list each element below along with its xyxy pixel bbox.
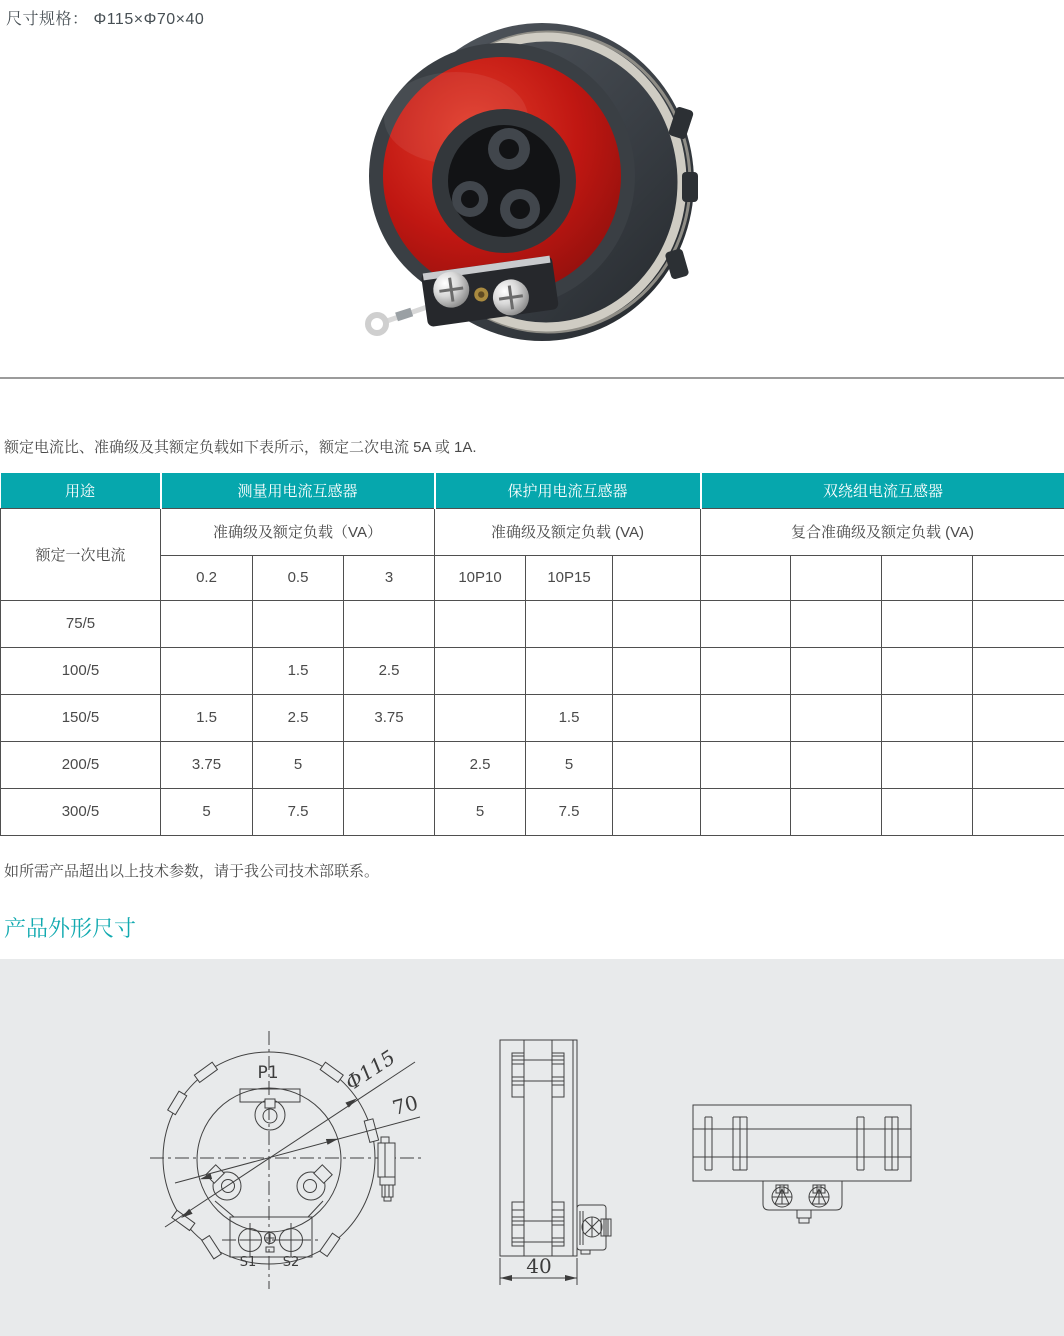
burden-cell xyxy=(882,788,973,835)
front-view-drawing xyxy=(150,1031,425,1289)
burden-cell xyxy=(791,741,882,788)
burden-cell xyxy=(613,647,701,694)
burden-cell xyxy=(701,741,791,788)
front-right-clip xyxy=(297,1165,332,1217)
header-protection-ct: 保护用电流互感器 xyxy=(435,473,701,508)
side-terminal-block xyxy=(577,1205,611,1254)
outer-diameter-label: Φ115 xyxy=(340,1045,400,1096)
contact-note-text: 如所需产品超出以上技术参数，请于我公司技术部联系。 xyxy=(4,863,380,880)
inner-diameter-label: 70 xyxy=(389,1090,421,1121)
burden-cell xyxy=(882,741,973,788)
thickness-label: 40 xyxy=(526,1254,552,1278)
header-measuring-ct: 测量用电流互感器 xyxy=(161,473,435,508)
product-photo-image xyxy=(352,12,712,364)
accuracy-class-cell xyxy=(791,555,882,600)
burden-cell xyxy=(613,600,701,647)
burden-cell xyxy=(435,600,526,647)
burden-cell: 3.75 xyxy=(344,694,435,741)
burden-cell xyxy=(613,741,701,788)
primary-current-cell: 300/5 xyxy=(1,788,161,835)
accuracy-class-cell: 10P10 xyxy=(435,555,526,600)
burden-cell xyxy=(161,600,253,647)
top-terminal-block xyxy=(763,1181,842,1223)
burden-cell xyxy=(701,647,791,694)
top-left-straps xyxy=(705,1117,747,1170)
burden-cell xyxy=(973,694,1064,741)
burden-cell: 2.5 xyxy=(435,741,526,788)
table-header-row xyxy=(1,473,1064,508)
header-dual-winding-ct: 双绕组电流互感器 xyxy=(701,473,1064,508)
ratings-table xyxy=(0,473,1064,836)
accuracy-class-cell: 0.2 xyxy=(161,555,253,600)
burden-cell: 3.75 xyxy=(161,741,253,788)
burden-cell: 2.5 xyxy=(253,694,344,741)
section-divider xyxy=(0,377,1064,379)
burden-cell xyxy=(344,600,435,647)
subheader-rated-primary-current: 额定一次电流 xyxy=(1,508,161,600)
burden-cell xyxy=(791,647,882,694)
table-subheader-row xyxy=(1,508,1064,555)
burden-cell xyxy=(973,647,1064,694)
burden-cell xyxy=(791,694,882,741)
side-bottom-clip xyxy=(512,1202,564,1246)
table-row xyxy=(1,647,1064,694)
burden-cell: 5 xyxy=(435,788,526,835)
dimensions-section-heading: 产品外形尺寸 xyxy=(4,916,137,941)
front-top-clip xyxy=(240,1089,300,1130)
front-left-clip xyxy=(206,1165,241,1217)
accuracy-class-cell xyxy=(882,555,973,600)
burden-cell: 1.5 xyxy=(526,694,613,741)
burden-cell xyxy=(526,600,613,647)
burden-cell xyxy=(973,600,1064,647)
burden-cell xyxy=(613,694,701,741)
burden-cell xyxy=(882,694,973,741)
product-photo xyxy=(352,12,712,364)
burden-cell: 1.5 xyxy=(161,694,253,741)
burden-cell xyxy=(973,788,1064,835)
burden-cell: 1.5 xyxy=(253,647,344,694)
accuracy-class-cell: 0.5 xyxy=(253,555,344,600)
primary-current-cell: 75/5 xyxy=(1,600,161,647)
primary-current-cell: 200/5 xyxy=(1,741,161,788)
s1-terminal-label: S1 xyxy=(239,1255,257,1270)
burden-cell xyxy=(344,788,435,835)
burden-cell: 7.5 xyxy=(526,788,613,835)
burden-cell: 7.5 xyxy=(253,788,344,835)
table-row xyxy=(1,741,1064,788)
table-row xyxy=(1,788,1064,835)
top-right-straps xyxy=(857,1117,898,1170)
subheader-protection-burden: 准确级及额定负载 (VA) xyxy=(435,508,701,555)
burden-cell: 5 xyxy=(161,788,253,835)
burden-cell xyxy=(701,600,791,647)
side-top-clip xyxy=(512,1053,564,1097)
table-row xyxy=(1,694,1064,741)
burden-cell xyxy=(435,647,526,694)
ct-secondary-wire xyxy=(368,306,430,333)
burden-cell xyxy=(161,647,253,694)
size-spec-label: 尺寸规格： Φ115×Φ70×40 xyxy=(6,11,205,28)
burden-cell: 2.5 xyxy=(344,647,435,694)
ratings-intro-text: 额定电流比、准确级及其额定负载如下表所示，额定二次电流 5A 或 1A. xyxy=(4,439,477,456)
burden-cell xyxy=(435,694,526,741)
burden-cell xyxy=(526,647,613,694)
side-view-drawing xyxy=(500,1040,611,1285)
burden-cell: 5 xyxy=(526,741,613,788)
accuracy-class-cell xyxy=(613,555,701,600)
burden-cell xyxy=(882,600,973,647)
burden-cell xyxy=(344,741,435,788)
accuracy-class-cell xyxy=(973,555,1064,600)
primary-current-cell: 150/5 xyxy=(1,694,161,741)
header-usage: 用途 xyxy=(1,473,161,508)
table-row xyxy=(1,600,1064,647)
burden-cell xyxy=(701,694,791,741)
top-view-drawing xyxy=(693,1105,911,1223)
burden-cell xyxy=(613,788,701,835)
burden-cell xyxy=(253,600,344,647)
accuracy-class-row xyxy=(1,555,1064,600)
subheader-measuring-burden: 准确级及额定负载（VA） xyxy=(161,508,435,555)
thickness-dimension xyxy=(500,1254,577,1285)
burden-cell: 5 xyxy=(253,741,344,788)
burden-cell xyxy=(701,788,791,835)
burden-cell xyxy=(791,788,882,835)
dimension-drawings xyxy=(0,959,1064,1336)
front-side-bracket xyxy=(378,1137,395,1201)
front-terminal-block xyxy=(222,1217,320,1257)
s2-terminal-label: S2 xyxy=(282,1255,300,1270)
accuracy-class-cell: 10P15 xyxy=(526,555,613,600)
burden-cell xyxy=(791,600,882,647)
p1-terminal-label: P1 xyxy=(257,1063,279,1083)
subheader-composite-burden: 复合准确级及额定负载 (VA) xyxy=(701,508,1064,555)
accuracy-class-cell xyxy=(701,555,791,600)
burden-cell xyxy=(973,741,1064,788)
primary-current-cell: 100/5 xyxy=(1,647,161,694)
accuracy-class-cell: 3 xyxy=(344,555,435,600)
dimensions-panel xyxy=(0,959,1064,1336)
burden-cell xyxy=(882,647,973,694)
